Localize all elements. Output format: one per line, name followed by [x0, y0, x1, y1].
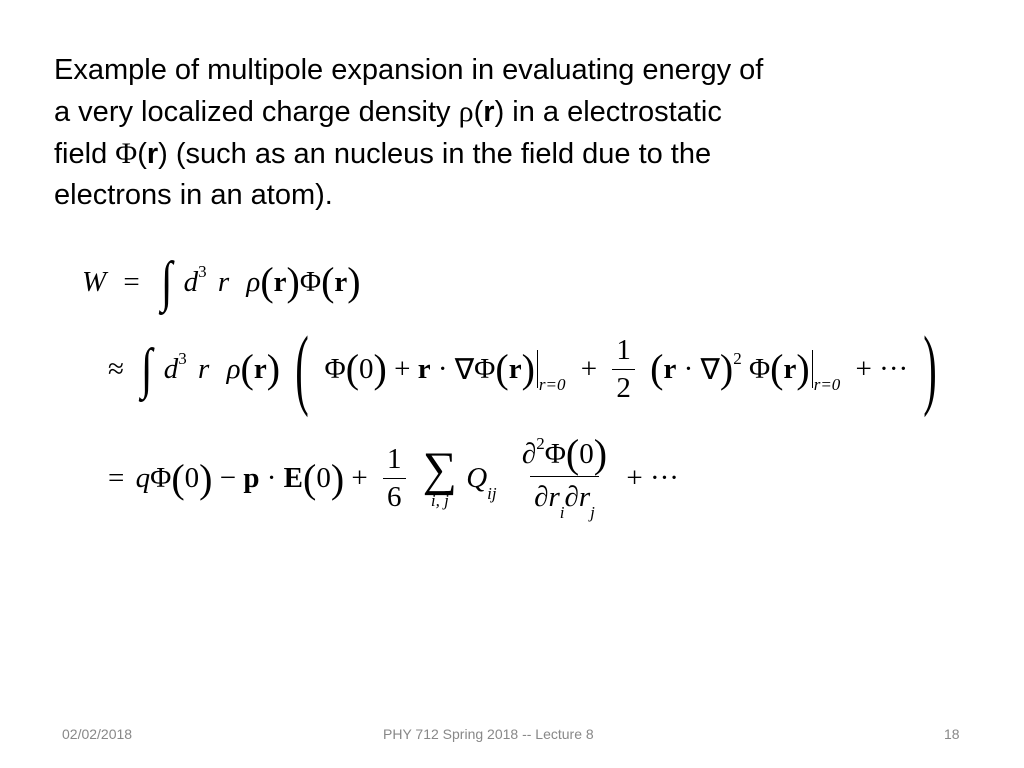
integral-sign: ∫: [160, 251, 173, 313]
intro-line-4: electrons in an atom).: [54, 179, 333, 211]
footer-date: 02/02/2018: [62, 726, 133, 742]
approx-sign: ≈: [108, 352, 124, 385]
rho-symbol: ρ: [458, 95, 474, 128]
bold-r: r: [508, 352, 522, 385]
eval-subscript: r=0: [813, 374, 841, 394]
phi-symbol: Φ: [544, 437, 566, 470]
lparen: (: [240, 346, 254, 391]
intro-line-2b: ) in a electrostatic: [494, 96, 722, 128]
lparen: (: [345, 346, 360, 391]
quadrupole-Q: Q: [466, 462, 488, 495]
equation-line-2: [108, 319, 945, 418]
equation-line-3: [108, 431, 679, 523]
rparen: ): [286, 259, 300, 304]
sum-index: i, j: [430, 490, 449, 510]
big-lparen: (: [295, 319, 310, 418]
second-derivative-fraction: [518, 431, 611, 523]
dot-operator: ·: [266, 462, 277, 495]
fraction-one-half: [612, 334, 635, 405]
footer-course: PHY 712 Spring 2018 -- Lecture 8: [383, 726, 594, 742]
subscript-ij: ij: [487, 484, 497, 504]
r-symbol: r: [198, 352, 210, 385]
bold-r: r: [663, 352, 677, 385]
integral-sign: ∫: [141, 338, 153, 400]
dot-operator: ·: [437, 352, 448, 385]
d-symbol: d: [163, 352, 179, 385]
ellipsis: ···: [879, 352, 909, 385]
subscript-i: i: [559, 503, 565, 523]
rparen: ): [796, 346, 810, 391]
superscript-2: 2: [733, 348, 742, 368]
r-symbol: r: [217, 265, 230, 298]
open-paren: (: [473, 96, 484, 128]
partial-symbol: ∂: [521, 437, 537, 470]
bold-r: r: [273, 265, 287, 298]
field-E: E: [283, 462, 303, 495]
rparen: ): [347, 259, 361, 304]
intro-line-3b: ) (such as an nucleus in the field due to the: [158, 138, 712, 170]
lparen: (: [565, 431, 580, 477]
zero: 0: [579, 437, 594, 470]
r-symbol: r: [578, 481, 591, 514]
subscript-j: j: [590, 503, 595, 523]
fraction-one-sixth: [383, 443, 406, 514]
energy-W: W: [82, 265, 107, 298]
phi-symbol: Φ: [474, 352, 496, 385]
big-rparen: ): [923, 319, 938, 418]
superscript-3: 3: [178, 348, 187, 368]
lparen: (: [302, 455, 317, 501]
partial-symbol: ∂: [534, 481, 549, 514]
lparen: (: [650, 346, 664, 391]
rparen: ): [330, 455, 345, 501]
zero: 0: [316, 462, 331, 495]
rho-symbol: ρ: [226, 352, 241, 385]
dot-operator: ·: [683, 352, 694, 385]
nabla-symbol: ∇: [700, 353, 720, 386]
minus-sign: −: [219, 462, 237, 495]
phi-symbol: Φ: [150, 462, 172, 495]
phi-symbol: Φ: [748, 352, 771, 385]
equation-line-1: [82, 251, 361, 313]
zero: 0: [184, 462, 200, 495]
lparen: (: [495, 346, 509, 391]
zero: 0: [359, 352, 374, 385]
charge-q: q: [135, 462, 151, 495]
bold-r: r: [483, 96, 495, 128]
partial-symbol: ∂: [564, 481, 579, 514]
rparen: ): [593, 431, 608, 477]
rparen: ): [719, 346, 734, 391]
intro-line-1: Example of multipole expansion in evaluating energy of: [54, 54, 764, 86]
numerator: [518, 431, 611, 477]
rparen: ): [266, 346, 281, 391]
rho-symbol: ρ: [246, 265, 261, 298]
phi-symbol: Φ: [324, 352, 346, 385]
footer-page-number: 18: [944, 726, 960, 742]
intro-line-3a: field: [54, 138, 116, 170]
evaluation-bar: [811, 350, 813, 388]
lparen: (: [321, 259, 335, 304]
plus-sign: +: [351, 462, 368, 495]
superscript-2: 2: [536, 434, 545, 453]
equals-sign: =: [108, 462, 125, 495]
numerator: 1: [616, 333, 631, 366]
bold-r: r: [253, 352, 267, 385]
phi-symbol: Φ: [299, 265, 322, 298]
sum-sign: ∑: [422, 442, 457, 496]
open-paren: (: [137, 138, 147, 170]
nabla-symbol: ∇: [454, 353, 475, 386]
lparen: (: [770, 346, 784, 391]
rparen: ): [373, 346, 387, 391]
denominator: [530, 476, 599, 523]
plus-sign: +: [580, 352, 598, 385]
denominator: 2: [612, 369, 635, 405]
evaluation-bar: [536, 350, 538, 388]
lparen: (: [260, 259, 274, 304]
eval-subscript: r=0: [538, 374, 566, 394]
intro-line-2a: a very localized charge density: [54, 96, 459, 128]
bold-r: r: [417, 352, 431, 385]
numerator: 1: [387, 443, 402, 476]
phi-symbol: Φ: [115, 137, 138, 170]
intro-paragraph: [54, 50, 934, 216]
ellipsis: ···: [649, 462, 679, 495]
equals-sign: =: [123, 265, 140, 298]
r-symbol: r: [548, 481, 560, 514]
rparen: ): [521, 346, 535, 391]
dipole-p: p: [243, 462, 260, 495]
superscript-3: 3: [198, 261, 207, 281]
bold-r: r: [146, 138, 159, 170]
rparen: ): [199, 455, 213, 501]
bold-r: r: [783, 352, 797, 385]
plus-sign: +: [855, 352, 872, 385]
summation: [422, 442, 457, 510]
lparen: (: [171, 455, 185, 501]
denominator: 6: [383, 478, 406, 514]
bold-r: r: [334, 265, 348, 298]
plus-sign: +: [626, 462, 643, 495]
d-symbol: d: [183, 265, 199, 298]
plus-sign: +: [394, 352, 411, 385]
